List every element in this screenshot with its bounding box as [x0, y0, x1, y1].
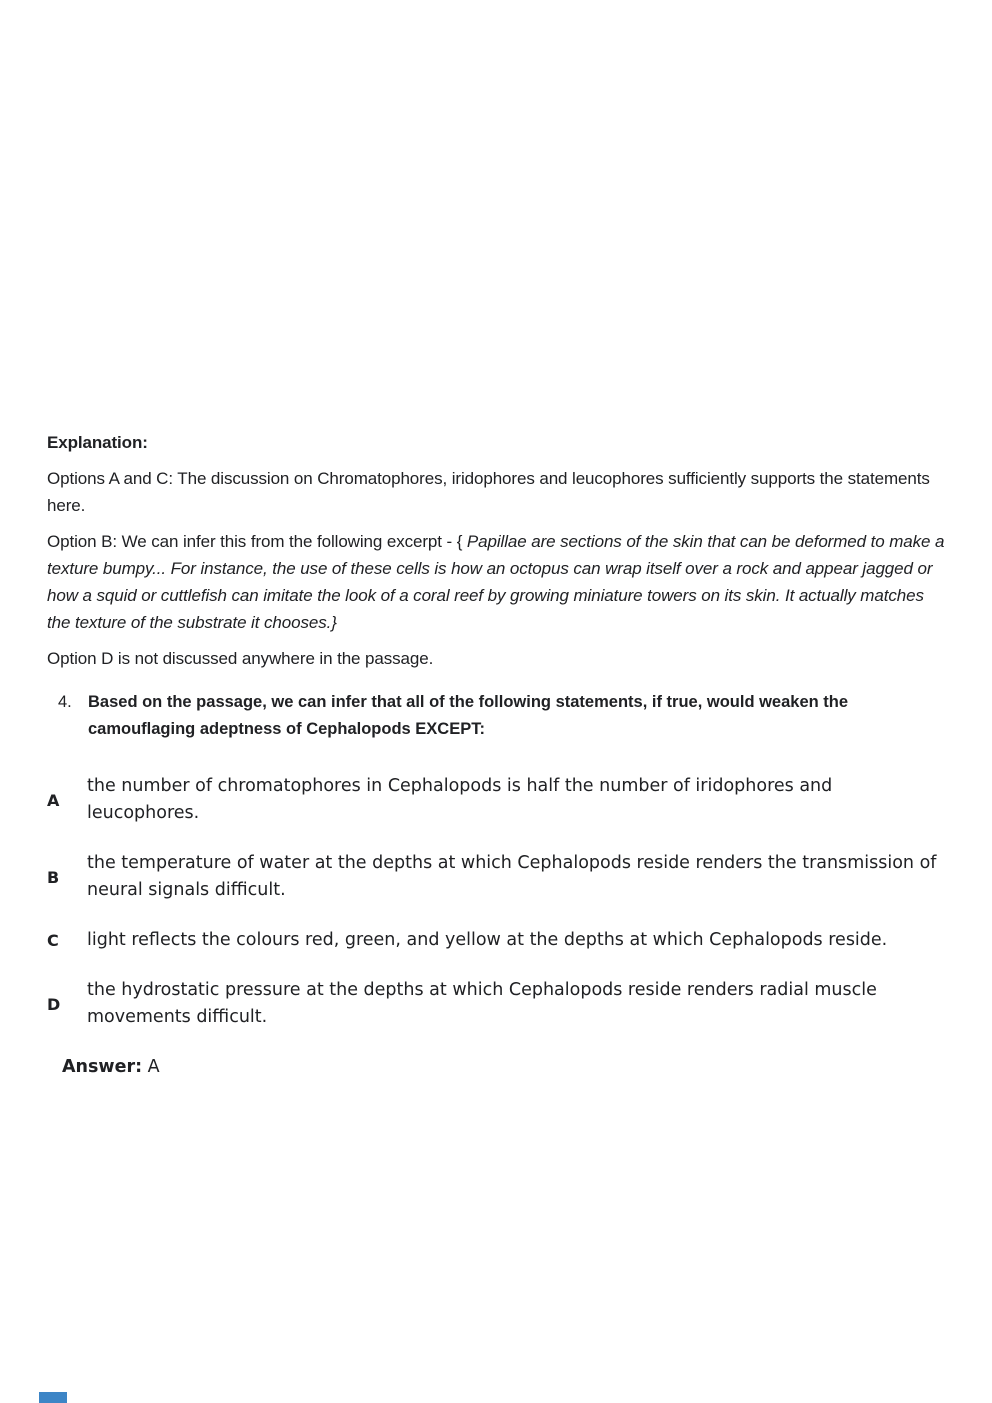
page-bottom-marker — [39, 1392, 67, 1403]
explanation-paragraph-1 — [47, 465, 945, 519]
explanation-paragraph-3 — [47, 645, 945, 672]
option-letter-a: A — [47, 790, 60, 810]
option-row-a — [47, 773, 945, 827]
option-row-b — [47, 850, 945, 904]
explanation-paragraph-1-text: Options A and C: The discussion on Chromatophores, iridophores and leucophores sufficiently supports the statements here. — [47, 469, 930, 515]
answer-value: A — [147, 1057, 160, 1077]
page-content — [47, 429, 945, 1081]
explanation-heading: Explanation: — [47, 433, 148, 452]
explanation-section — [47, 429, 945, 672]
option-row-d — [47, 977, 945, 1031]
option-text-c: light reflects the colours red, green, and yellow at the depths at which Cephalopods reside. — [87, 930, 888, 950]
option-row-c — [47, 927, 945, 954]
options-list — [47, 773, 945, 1031]
question-number: 4. — [58, 693, 72, 711]
answer-label: Answer: — [62, 1057, 143, 1077]
answer-line — [62, 1054, 945, 1081]
option-text-a: the number of chromatophores in Cephalopods is half the number of iridophores and leucophores. — [87, 776, 833, 823]
question-text: Based on the passage, we can infer that all of the following statements, if true, would weaken the camouflaging adeptness of Cephalopods EXCEPT: — [88, 693, 849, 738]
explanation-paragraph-2-prefix: Option B: We can infer this from the following excerpt - { — [47, 532, 463, 551]
explanation-paragraph-2 — [47, 528, 945, 636]
option-text-b: the temperature of water at the depths at which Cephalopods reside renders the transmission of neural signals difficult. — [87, 853, 937, 900]
option-text-d: the hydrostatic pressure at the depths at which Cephalopods reside renders radial muscle movements difficult. — [87, 980, 877, 1027]
option-letter-c: C — [47, 931, 59, 950]
question-block — [58, 689, 945, 743]
option-letter-d: D — [47, 994, 61, 1014]
option-letter-b: B — [47, 867, 60, 887]
explanation-paragraph-2-excerpt: Papillae are sections of the skin that can be deformed to make a texture bumpy... For instance, the use of these cells is how an octopus can wrap itself over a rock and appear jagged or how a squid or cuttlefish can imitate the look of a coral reef by growing miniature towers on its skin. It actually matches the texture of the substrate it chooses.} — [47, 532, 945, 632]
explanation-paragraph-3-text: Option D is not discussed anywhere in the passage. — [47, 649, 434, 668]
